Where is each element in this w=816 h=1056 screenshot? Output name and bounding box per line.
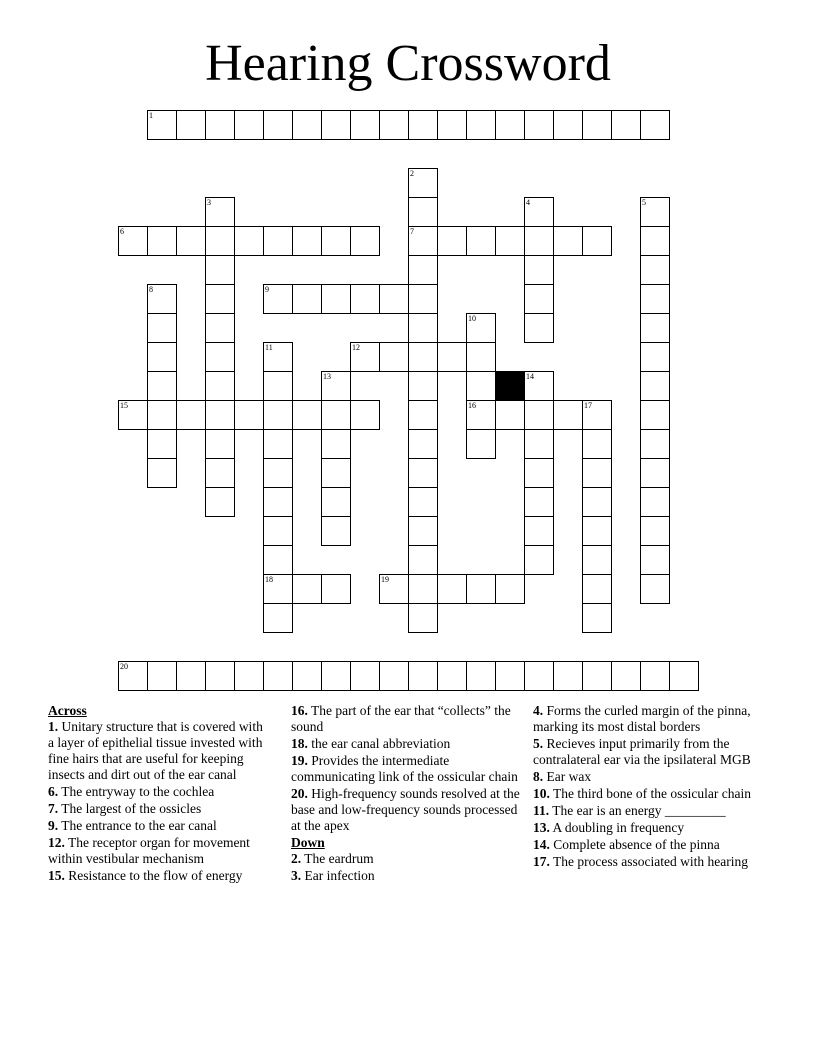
grid-cell[interactable] <box>611 661 641 691</box>
grid-cell[interactable] <box>379 574 409 604</box>
grid-cell[interactable] <box>466 342 496 372</box>
grid-cell[interactable] <box>176 400 206 430</box>
clue-number-label: 12. <box>48 835 65 850</box>
grid-cell[interactable] <box>263 661 293 691</box>
grid-cell[interactable] <box>408 255 438 285</box>
grid-cell[interactable] <box>524 545 554 575</box>
grid-cell[interactable] <box>408 487 438 517</box>
grid-cell[interactable] <box>408 545 438 575</box>
grid-cell[interactable] <box>205 342 235 372</box>
grid-cell[interactable] <box>321 516 351 546</box>
clue-number-label: 20. <box>291 786 308 801</box>
clue-number-label: 2. <box>291 851 302 866</box>
clue-number-label: 9. <box>48 818 59 833</box>
down-heading: Down <box>291 835 325 850</box>
clue-text: The receptor organ for movement within vestibular mechanism <box>48 835 250 866</box>
grid-cell[interactable] <box>582 574 612 604</box>
grid-cell[interactable] <box>408 661 438 691</box>
grid-cell[interactable] <box>408 284 438 314</box>
across-clue-list <box>48 719 270 884</box>
grid-cell[interactable] <box>640 458 670 488</box>
grid-cell[interactable] <box>234 110 264 140</box>
clue-text: A doubling in frequency <box>549 820 685 835</box>
grid-cell[interactable] <box>582 110 612 140</box>
grid-cell[interactable] <box>466 429 496 459</box>
grid-cell[interactable] <box>466 110 496 140</box>
grid-cell[interactable] <box>495 110 525 140</box>
clue-number-label: 10. <box>533 786 550 801</box>
grid-cell[interactable] <box>524 487 554 517</box>
clue-number: 12 <box>352 343 360 352</box>
clue-number: 7 <box>410 227 414 236</box>
clue-number: 1 <box>149 111 153 120</box>
grid-cell[interactable] <box>466 371 496 401</box>
grid-cell[interactable] <box>147 661 177 691</box>
grid-cell[interactable] <box>263 487 293 517</box>
grid-cell[interactable] <box>263 516 293 546</box>
across-clue-list-continued <box>291 703 523 834</box>
grid-cell[interactable] <box>524 313 554 343</box>
grid-cell[interactable] <box>408 110 438 140</box>
clue-number: 2 <box>410 169 414 178</box>
grid-cell[interactable] <box>524 255 554 285</box>
grid-cell[interactable] <box>640 574 670 604</box>
grid-cell[interactable] <box>640 255 670 285</box>
grid-cell[interactable] <box>263 545 293 575</box>
grid-cell[interactable] <box>118 226 148 256</box>
clue-text: The entrance to the ear canal <box>58 818 217 833</box>
grid-cell[interactable] <box>205 226 235 256</box>
across-heading: Across <box>48 703 87 718</box>
clue-text: Resistance to the flow of energy <box>64 868 243 883</box>
grid-cell[interactable] <box>553 400 583 430</box>
clue-text: Ear infection <box>301 868 375 883</box>
grid-cell[interactable] <box>205 313 235 343</box>
grid-cell[interactable] <box>205 487 235 517</box>
grid-cell[interactable] <box>437 226 467 256</box>
grid-cell[interactable] <box>582 661 612 691</box>
grid-cell[interactable] <box>524 284 554 314</box>
grid-cell[interactable] <box>553 110 583 140</box>
grid-cell[interactable] <box>321 226 351 256</box>
grid-cell[interactable] <box>524 371 554 401</box>
grid-cell[interactable] <box>408 574 438 604</box>
grid-cell[interactable] <box>524 661 554 691</box>
grid-cell[interactable] <box>321 110 351 140</box>
grid-cell[interactable] <box>408 313 438 343</box>
clue-number: 19 <box>381 575 389 584</box>
clue-text: The process associated with hearing <box>549 854 748 869</box>
clue-number-label: 3. <box>291 868 302 883</box>
clue <box>533 803 759 819</box>
grid-cell[interactable] <box>263 458 293 488</box>
grid-cell[interactable] <box>205 400 235 430</box>
clue-text: the ear canal abbreviation <box>307 736 451 751</box>
clue-number-label: 17. <box>533 854 550 869</box>
grid-cell[interactable] <box>350 400 380 430</box>
clue-number-label: 6. <box>48 784 59 799</box>
grid-cell[interactable] <box>466 661 496 691</box>
grid-cell[interactable] <box>640 313 670 343</box>
clue <box>533 837 759 853</box>
grid-cell[interactable] <box>350 342 380 372</box>
grid-cell[interactable] <box>437 574 467 604</box>
grid-cell[interactable] <box>640 342 670 372</box>
clue-column-1 <box>48 703 270 885</box>
clue-number: 18 <box>265 575 273 584</box>
clue-text: Complete absence of the pinna <box>549 837 720 852</box>
grid-cell[interactable] <box>437 342 467 372</box>
grid-cell[interactable] <box>321 574 351 604</box>
grid-cell[interactable] <box>234 226 264 256</box>
grid-cell[interactable] <box>582 458 612 488</box>
grid-cell[interactable] <box>524 226 554 256</box>
clue-number-label: 8. <box>533 769 544 784</box>
grid-cell[interactable] <box>147 429 177 459</box>
clue <box>48 784 270 800</box>
grid-cell[interactable] <box>408 197 438 227</box>
clue-number: 17 <box>584 401 592 410</box>
clue <box>48 818 270 834</box>
puzzle-title: Hearing Crossword <box>205 35 611 92</box>
grid-cell[interactable] <box>611 110 641 140</box>
grid-cell[interactable] <box>640 429 670 459</box>
grid-cell[interactable] <box>263 284 293 314</box>
grid-cell[interactable] <box>350 226 380 256</box>
grid-cell[interactable] <box>205 371 235 401</box>
clue-number: 16 <box>468 401 476 410</box>
grid-cell[interactable] <box>263 110 293 140</box>
clue <box>48 801 270 817</box>
grid-cell[interactable] <box>292 400 322 430</box>
clue-number-label: 11. <box>533 803 550 818</box>
grid-cell[interactable] <box>582 545 612 575</box>
grid-cell[interactable] <box>292 574 322 604</box>
grid-cell[interactable] <box>524 429 554 459</box>
grid-cell[interactable] <box>466 400 496 430</box>
grid-cell[interactable] <box>263 429 293 459</box>
clue <box>533 786 759 802</box>
clue-text: Forms the curled margin of the pinna, marking its most distal borders <box>533 703 751 734</box>
grid-cell[interactable] <box>147 313 177 343</box>
grid-cell[interactable] <box>408 226 438 256</box>
clue-number-label: 18. <box>291 736 308 751</box>
grid-cell[interactable] <box>205 661 235 691</box>
clue-text: The entryway to the cochlea <box>58 784 215 799</box>
grid-cell[interactable] <box>408 371 438 401</box>
grid-cell[interactable] <box>147 226 177 256</box>
grid-cell[interactable] <box>321 371 351 401</box>
clue-number-label: 19. <box>291 753 308 768</box>
grid-cell[interactable] <box>640 284 670 314</box>
clue-text: The part of the ear that “collects” the sound <box>291 703 511 734</box>
grid-cell[interactable] <box>437 110 467 140</box>
grid-cell[interactable] <box>176 226 206 256</box>
clue <box>291 736 523 752</box>
clue <box>48 835 270 867</box>
grid-cell[interactable] <box>640 110 670 140</box>
grid-cell[interactable] <box>321 400 351 430</box>
clue-number-label: 14. <box>533 837 550 852</box>
grid-cell[interactable] <box>466 313 496 343</box>
grid-cell[interactable] <box>292 284 322 314</box>
grid-cell[interactable] <box>669 661 699 691</box>
clue-number: 10 <box>468 314 476 323</box>
clue <box>533 703 759 735</box>
grid-cell[interactable] <box>147 110 177 140</box>
grid-cell[interactable] <box>292 661 322 691</box>
grid-cell[interactable] <box>205 110 235 140</box>
grid-cell[interactable] <box>350 284 380 314</box>
grid-cell[interactable] <box>408 429 438 459</box>
grid-cell[interactable] <box>466 226 496 256</box>
grid-cell[interactable] <box>408 516 438 546</box>
clue <box>291 868 523 884</box>
clue-number: 3 <box>207 198 211 207</box>
grid-cell[interactable] <box>553 226 583 256</box>
grid-cell[interactable] <box>582 226 612 256</box>
grid-cell[interactable] <box>408 342 438 372</box>
clue-text: The eardrum <box>301 851 374 866</box>
clue-number-label: 16. <box>291 703 308 718</box>
grid-cell[interactable] <box>379 661 409 691</box>
grid-cell[interactable] <box>379 284 409 314</box>
grid-cell[interactable] <box>640 661 670 691</box>
clue-text: The third bone of the ossicular chain <box>549 786 751 801</box>
grid-cell[interactable] <box>640 516 670 546</box>
grid-cell[interactable] <box>321 429 351 459</box>
clue-number: 5 <box>642 198 646 207</box>
grid-cell[interactable] <box>495 574 525 604</box>
grid-cell[interactable] <box>640 487 670 517</box>
grid-cell[interactable] <box>234 400 264 430</box>
clue-column-3 <box>533 703 759 871</box>
grid-cell[interactable] <box>350 110 380 140</box>
grid-cell[interactable] <box>321 487 351 517</box>
clue-number-label: 1. <box>48 719 59 734</box>
grid-cell[interactable] <box>176 661 206 691</box>
grid-cell[interactable] <box>205 197 235 227</box>
grid-cell[interactable] <box>437 661 467 691</box>
grid-cell[interactable] <box>640 226 670 256</box>
clue-text: Unitary structure that is covered with a layer of epithelial tissue invested with fine hairs that are useful for keeping insects and dirt out of the ear canal <box>48 719 263 782</box>
black-square <box>495 371 525 401</box>
clue <box>48 719 270 783</box>
clue <box>533 854 759 870</box>
grid-cell[interactable] <box>321 284 351 314</box>
grid-cell[interactable] <box>553 661 583 691</box>
down-clue-list-continued <box>533 703 759 870</box>
clue-number-label: 7. <box>48 801 59 816</box>
grid-cell[interactable] <box>147 284 177 314</box>
grid-cell[interactable] <box>176 110 206 140</box>
grid-cell[interactable] <box>524 197 554 227</box>
grid-cell[interactable] <box>640 197 670 227</box>
grid-cell[interactable] <box>263 371 293 401</box>
clue-number: 9 <box>265 285 269 294</box>
grid-cell[interactable] <box>379 342 409 372</box>
grid-cell[interactable] <box>292 110 322 140</box>
grid-cell[interactable] <box>524 516 554 546</box>
grid-cell[interactable] <box>147 342 177 372</box>
grid-cell[interactable] <box>582 487 612 517</box>
clue-number-label: 4. <box>533 703 544 718</box>
grid-cell[interactable] <box>147 400 177 430</box>
grid-cell[interactable] <box>263 226 293 256</box>
grid-cell[interactable] <box>292 226 322 256</box>
clue-text: Ear wax <box>543 769 592 784</box>
grid-cell[interactable] <box>524 400 554 430</box>
clue-text: Provides the intermediate communicating link of the ossicular chain <box>291 753 518 784</box>
grid-cell[interactable] <box>640 545 670 575</box>
clue <box>291 786 523 834</box>
grid-cell[interactable] <box>408 458 438 488</box>
grid-cell[interactable] <box>495 400 525 430</box>
grid-cell[interactable] <box>147 371 177 401</box>
grid-cell[interactable] <box>466 574 496 604</box>
grid-cell[interactable] <box>234 661 264 691</box>
grid-cell[interactable] <box>495 661 525 691</box>
clue-number: 8 <box>149 285 153 294</box>
clue <box>291 851 523 867</box>
grid-cell[interactable] <box>495 226 525 256</box>
grid-cell[interactable] <box>263 342 293 372</box>
clue-number: 6 <box>120 227 124 236</box>
grid-cell[interactable] <box>321 661 351 691</box>
clue-number: 14 <box>526 372 534 381</box>
grid-cell[interactable] <box>640 371 670 401</box>
clue-number: 11 <box>265 343 273 352</box>
clue-number: 20 <box>120 662 128 671</box>
grid-cell[interactable] <box>408 603 438 633</box>
grid-cell[interactable] <box>118 400 148 430</box>
grid-cell[interactable] <box>205 284 235 314</box>
grid-cell[interactable] <box>408 168 438 198</box>
grid-cell[interactable] <box>379 110 409 140</box>
clue-number: 4 <box>526 198 530 207</box>
grid-cell[interactable] <box>582 603 612 633</box>
grid-cell[interactable] <box>118 661 148 691</box>
grid-cell[interactable] <box>147 458 177 488</box>
clue-number-label: 5. <box>533 736 544 751</box>
grid-cell[interactable] <box>263 574 293 604</box>
grid-cell[interactable] <box>582 429 612 459</box>
grid-cell[interactable] <box>524 458 554 488</box>
clue-column-2 <box>291 703 523 885</box>
clue-text: The largest of the ossicles <box>58 801 202 816</box>
clue <box>533 736 759 768</box>
grid-cell[interactable] <box>582 516 612 546</box>
grid-cell[interactable] <box>640 400 670 430</box>
grid-cell[interactable] <box>263 400 293 430</box>
clue <box>533 769 759 785</box>
clue <box>291 703 523 735</box>
clue-text: The ear is an energy _________ <box>549 803 726 818</box>
clue-number-label: 13. <box>533 820 550 835</box>
clue <box>533 820 759 836</box>
clue-number: 15 <box>120 401 128 410</box>
clue-text: Recieves input primarily from the contralateral ear via the ipsilateral MGB <box>533 736 751 767</box>
grid-cell[interactable] <box>205 429 235 459</box>
grid-cell[interactable] <box>263 603 293 633</box>
grid-cell[interactable] <box>205 255 235 285</box>
down-clue-list <box>291 851 523 884</box>
grid-cell[interactable] <box>582 400 612 430</box>
grid-cell[interactable] <box>321 458 351 488</box>
clue-number-label: 15. <box>48 868 65 883</box>
clue <box>48 868 270 884</box>
clue <box>291 753 523 785</box>
grid-cell[interactable] <box>408 400 438 430</box>
grid-cell[interactable] <box>350 661 380 691</box>
grid-cell[interactable] <box>205 458 235 488</box>
grid-cell[interactable] <box>524 110 554 140</box>
clue-text: High-frequency sounds resolved at the base and low-frequency sounds processed at the apex <box>291 786 520 833</box>
clue-number: 13 <box>323 372 331 381</box>
